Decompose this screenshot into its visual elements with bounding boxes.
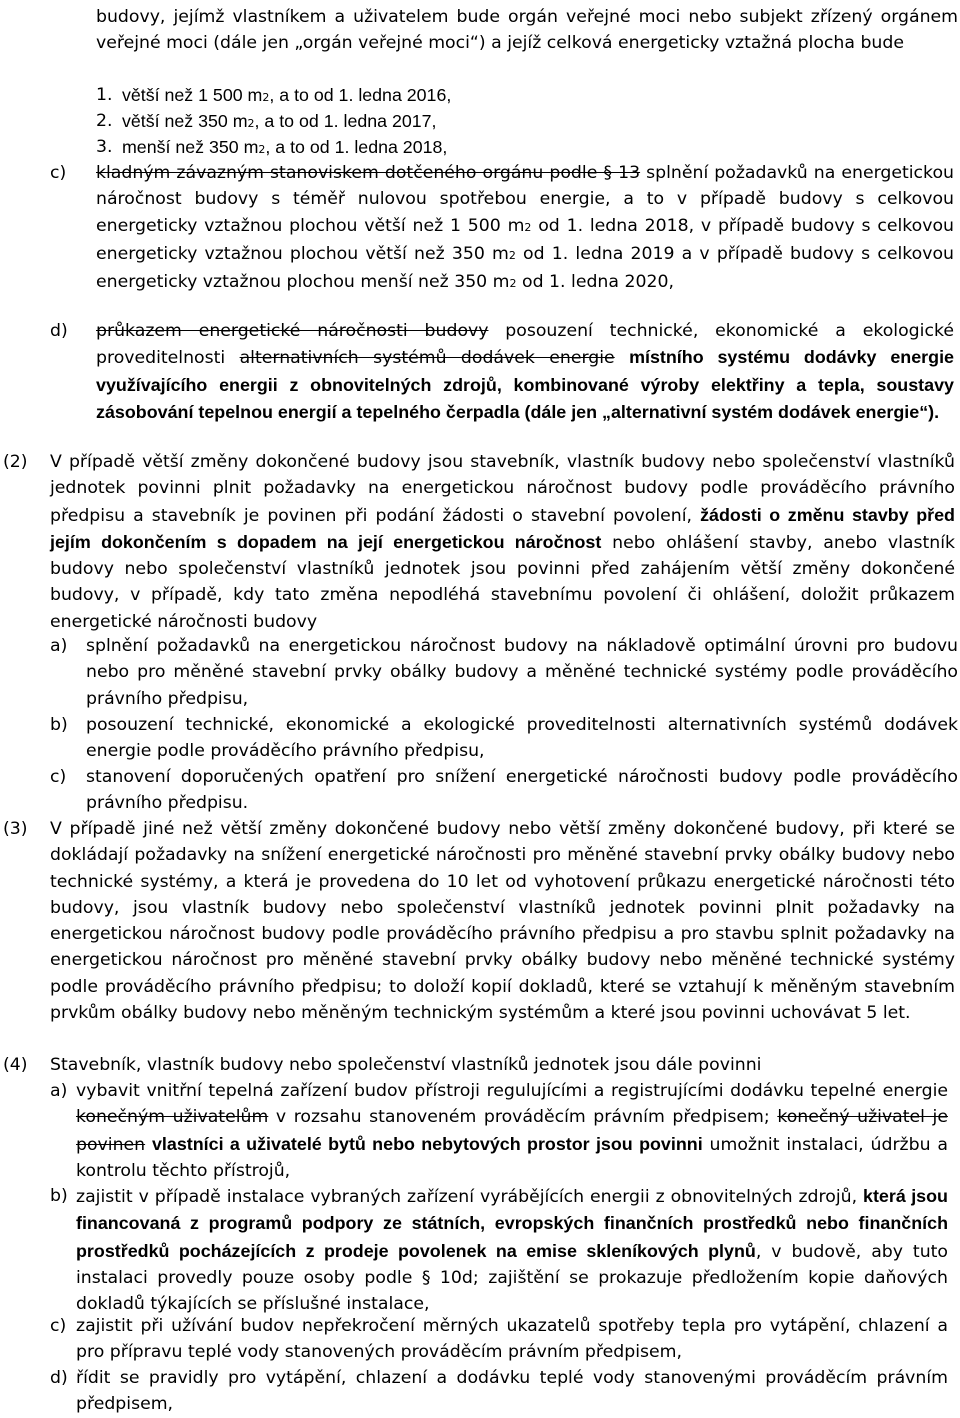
text-run: splnění požadavků na energetickou náročnost budovy s téměř nulovou spotřebou energie, a to v případě budovy s celkovou energeticky vztažnou plochou větší než 1 500 m <box>96 163 954 236</box>
paragraph-4-a <box>50 1078 948 1184</box>
item-label: (2) <box>3 452 28 472</box>
paragraph-4-c <box>50 1313 948 1366</box>
amended-text: vlastníci a uživatelé bytů nebo nebytových prostor jsou povinni <box>151 1133 703 1154</box>
paragraph-2-c <box>50 764 958 817</box>
item-label: 3. <box>96 137 113 157</box>
text-run <box>615 348 629 368</box>
text-run: posouzení technické, ekonomické a ekologické proveditelnosti alternativních systémů dodávek energie podle prováděcího právního předpisu, <box>86 715 958 762</box>
superscript-unit: 2 <box>247 117 255 130</box>
text-run: větší než 350 m <box>122 111 248 131</box>
text-run: větší než 1 500 m <box>122 85 263 105</box>
text-run: řídit se pravidly pro vytápění, chlazení a dodávku teplé vody stanovenými prováděcím právním předpisem, <box>76 1368 948 1415</box>
text-run: od 1. ledna 2018, v případě budovy s celkovou energeticky vztažnou plochou větší než 350 m <box>96 215 954 264</box>
text-run: stanovení doporučených opatření pro snížení energetické náročnosti budovy podle prováděcího právního předpisu. <box>86 767 958 814</box>
text-run: , a to od 1. ledna 2016, <box>269 85 452 105</box>
list-item-2 <box>96 108 960 137</box>
item-label: d) <box>50 321 68 341</box>
deleted-text: konečný uživatel je povinen <box>76 1107 948 1155</box>
amended-text: místního systému dodávky energie využívajícího energii z obnovitelných zdrojů, kombinované výroby elektřiny a tepla, soustavy zásobování tepelnou energií a tepelného čerpadla (dále jen „alternativní systém dodávek energie“). <box>96 347 954 422</box>
text-run: menší než 350 m <box>122 137 259 157</box>
item-label: a) <box>50 1081 68 1101</box>
text-run: posouzení technické, ekonomické a ekologické proveditelnosti <box>96 321 954 369</box>
list-item-1 <box>96 82 960 111</box>
item-label: c) <box>50 767 67 787</box>
superscript-unit: 2 <box>258 143 266 156</box>
item-label: d) <box>50 1368 68 1388</box>
paragraph-4-d <box>50 1365 948 1418</box>
item-label: 1. <box>96 85 113 105</box>
paragraph-2-b <box>50 712 958 765</box>
item-label: c) <box>50 163 67 183</box>
deleted-text: konečným uživatelům <box>76 1107 269 1128</box>
text-run: , a to od 1. ledna 2018, <box>265 137 448 157</box>
superscript-unit: 2 <box>508 248 516 262</box>
superscript-unit: 2 <box>524 220 532 234</box>
superscript-unit: 2 <box>509 277 517 291</box>
text-run: V případě jiné než větší změny dokončené budovy nebo větší změny dokončené budovy, při které se dokládají požadavky na snížení energetické náročnosti pro měněné stavební prvky obálky budovy nebo technické systémy, a která je provedena do 10 let od vyhotovení průkazu energetické náročnosti této budovy, jsou vlastník budovy nebo společenství vlastníků jednotek povinni plnit požadavky na energetickou náročnost budovy podle prováděcího právního předpisu a pro stavbu splnit požadavky na energetickou náročnost pro měněné stavební prvky obálky budovy nebo měněné technické systémy podle prováděcího právního předpisu; to doloží kopií dokladů, které se vztahují k měněným stavebním prvkům obálky budovy nebo měněným technickým systémům a které jsou povinni uchovávat 5 let. <box>50 819 955 1024</box>
text-run: nebo ohlášení stavby, anebo vlastník budovy nebo společenství vlastníků jednotek jsou povinni před zahájením větší změny dokončené budovy, v případě, kdy tato změna nepodléhá stavebnímu povolení či ohlášení, doložit průkazem energetické náročnosti budovy <box>50 532 956 632</box>
item-label: 2. <box>96 111 113 131</box>
paragraph-3 <box>3 816 955 1026</box>
item-label: (4) <box>3 1055 28 1075</box>
item-label: c) <box>50 1316 67 1336</box>
paragraph-4 <box>3 1052 955 1078</box>
superscript-unit: 2 <box>262 91 270 104</box>
item-label: b) <box>50 1186 68 1206</box>
text-run: vybavit vnitřní tepelná zařízení budov přístroji regulujícími a registrujícími dodávku tepelné energie <box>76 1081 948 1101</box>
intro-paragraph <box>96 4 958 57</box>
item-label: b) <box>50 715 68 735</box>
text-run: V případě větší změny dokončené budovy jsou stavebník, vlastník budovy nebo společenství vlastníků jednotek povinni plnit požadavky na energetickou náročnost budovy podle prováděcího právního předpisu a stavebník je povinen při podání žádosti o stavební povolení, <box>50 452 955 526</box>
text-run: , v budově, aby tuto instalaci provedly pouze osoby podle § 10d; zajištění se prokazuje předložením kopie daňových dokladů týkajících se příslušné instalace, <box>76 1241 949 1315</box>
text-run: od 1. ledna 2019 a v případě budovy s celkovou energeticky vztažnou plochou menší než 350 m <box>96 243 954 293</box>
amended-text: žádosti o změnu stavby před jejím dokončením s dopadem na její energetickou náročnost <box>50 504 955 552</box>
text-run: Stavebník, vlastník budovy nebo společenství vlastníků jednotek jsou dále povinni <box>50 1055 762 1075</box>
text-run: od 1. ledna 2020, <box>516 272 674 293</box>
text-run: umožnit instalaci, údržbu a kontrolu těchto přístrojů, <box>76 1134 948 1181</box>
item-label: (3) <box>3 819 28 839</box>
clause-d <box>50 318 954 426</box>
clause-c <box>50 160 954 297</box>
text-run: zajistit v případě instalace vybraných zařízení vyrábějících energii z obnovitelných zdrojů, <box>76 1187 864 1207</box>
text-run: , a to od 1. ledna 2017, <box>254 111 437 131</box>
list-item-3 <box>96 134 960 163</box>
text-run: v rozsahu stanoveném prováděcím právním předpisem; <box>268 1107 778 1128</box>
deleted-text: kladným závazným stanoviskem dotčeného orgánu podle § 13 <box>96 163 641 183</box>
text-run <box>145 1135 152 1155</box>
text-run: budovy, jejímž vlastníkem a uživatelem bude orgán veřejné moci nebo subjekt zřízený orgánem veřejné moci (dále jen „orgán veřejné moci“) a jejíž celková energeticky vztažná plocha bude <box>96 7 958 54</box>
deleted-text: průkazem energetické náročnosti budovy <box>96 321 489 341</box>
amended-text: která jsou financovaná z programů podpory ze státních, evropských finančních prostředků nebo finančních prostředků pocházejících z prodeje povolenek na emise skleníkových plynů <box>76 1186 948 1261</box>
item-label: a) <box>50 636 68 656</box>
text-run: zajistit při užívání budov nepřekročení měrných ukazatelů spotřeby tepla pro vytápění, chlazení a pro přípravu teplé vody stanovených prováděcím právním předpisem, <box>76 1316 948 1363</box>
text-run: splnění požadavků na energetickou náročnost budovy na nákladově optimální úrovni pro budovu nebo pro měněné stavební prvky obálky budovy a měněné technické systémy podle prováděcího právního předpisu, <box>86 636 958 709</box>
paragraph-2-a <box>50 633 958 712</box>
paragraph-2 <box>3 449 955 635</box>
deleted-text: alternativních systémů dodávek energie <box>239 348 615 369</box>
paragraph-4-b <box>50 1183 948 1317</box>
